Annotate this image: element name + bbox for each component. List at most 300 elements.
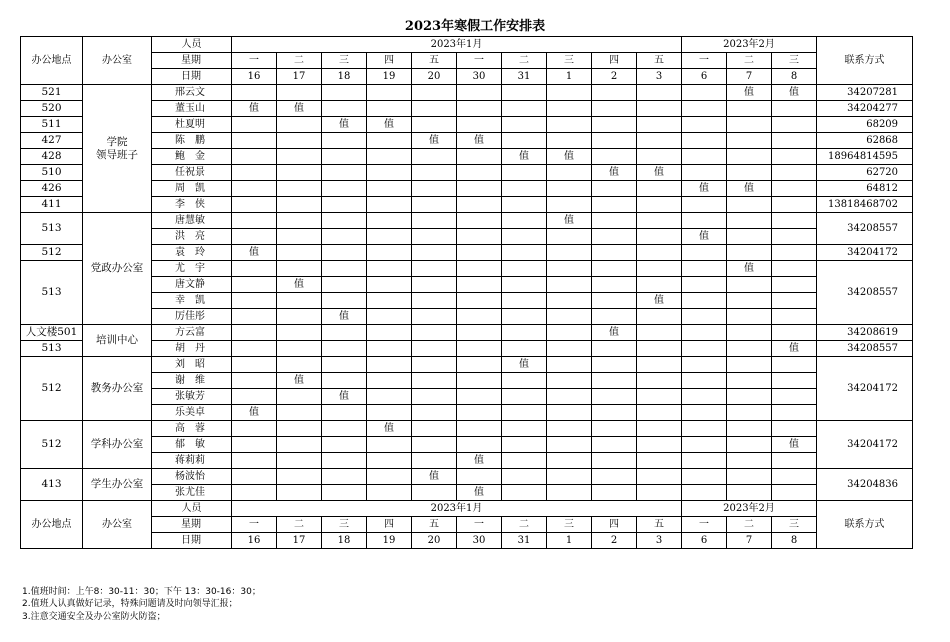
duty-cell: [232, 389, 277, 405]
duty-cell: [322, 453, 367, 469]
duty-mark: 值: [249, 247, 259, 258]
duty-mark: 值: [294, 103, 304, 114]
weekday-cell: 二: [502, 53, 547, 69]
weekday-cell: 三: [322, 53, 367, 69]
note-line: 3.注意交通安全及办公室防火防盗；: [22, 611, 166, 622]
duty-cell: [592, 133, 637, 149]
staff-row: [21, 309, 913, 325]
duty-cell: [592, 453, 637, 469]
staff-row: [21, 85, 913, 101]
duty-cell: [727, 421, 772, 437]
office-cell: [83, 213, 152, 325]
duty-cell: [277, 85, 322, 101]
duty-mark: 值: [339, 119, 349, 130]
duty-cell: [727, 309, 772, 325]
duty-cell: [367, 213, 412, 229]
duty-cell: [592, 469, 637, 485]
duty-cell: [682, 197, 727, 213]
duty-mark: 值: [429, 135, 439, 146]
office-name: 学院: [106, 135, 128, 148]
staff-row: [21, 133, 913, 149]
duty-cell: [277, 277, 322, 293]
duty-cell: [367, 261, 412, 277]
weekday-cell: 三: [772, 517, 817, 533]
duty-cell: [322, 309, 367, 325]
duty-cell: [367, 85, 412, 101]
duty-cell: [682, 437, 727, 453]
duty-cell: [232, 309, 277, 325]
date-cell: 1: [547, 533, 592, 549]
duty-cell: [772, 373, 817, 389]
staff-name: 高 蓉: [152, 421, 232, 437]
duty-cell: [367, 373, 412, 389]
duty-cell: [592, 181, 637, 197]
duty-cell: [412, 485, 457, 501]
date-cell: 6: [682, 533, 727, 549]
duty-cell: [727, 229, 772, 245]
duty-cell: [502, 197, 547, 213]
duty-cell: [367, 485, 412, 501]
duty-cell: [772, 149, 817, 165]
staff-name: 唐文静: [152, 277, 232, 293]
duty-cell: [412, 197, 457, 213]
duty-cell: [592, 421, 637, 437]
duty-cell: [412, 229, 457, 245]
month-jan-header: 2023年1月: [232, 37, 682, 53]
duty-cell: [682, 453, 727, 469]
duty-mark: 值: [474, 135, 484, 146]
duty-cell: [457, 453, 502, 469]
duty-cell: [457, 213, 502, 229]
duty-cell: [592, 277, 637, 293]
duty-cell: [232, 261, 277, 277]
staff-row: [21, 197, 913, 213]
date-cell: 3: [637, 533, 682, 549]
duty-cell: [772, 213, 817, 229]
duty-cell: [547, 469, 592, 485]
duty-cell: [637, 469, 682, 485]
duty-cell: [682, 245, 727, 261]
notes: [22, 586, 261, 623]
date-cell: 18: [322, 533, 367, 549]
duty-cell: [637, 453, 682, 469]
duty-cell: [547, 437, 592, 453]
duty-cell: [232, 229, 277, 245]
duty-cell: [502, 293, 547, 309]
duty-cell: [502, 437, 547, 453]
duty-cell: [682, 165, 727, 181]
duty-cell: [772, 405, 817, 421]
duty-cell: [367, 277, 412, 293]
duty-cell: [502, 309, 547, 325]
duty-cell: [592, 245, 637, 261]
duty-cell: [232, 149, 277, 165]
duty-cell: [547, 165, 592, 181]
duty-cell: [727, 213, 772, 229]
office-name: 教务办公室: [90, 382, 144, 394]
duty-mark: 值: [744, 87, 754, 98]
weekday-cell: 三: [322, 517, 367, 533]
duty-cell: [637, 229, 682, 245]
duty-cell: [322, 277, 367, 293]
duty-mark: 值: [744, 183, 754, 194]
duty-cell: [277, 181, 322, 197]
phone-cell: 68209: [817, 117, 913, 133]
weekday-cell: 一: [682, 517, 727, 533]
staff-name: 任祝景: [152, 165, 232, 181]
date-cell: 16: [232, 533, 277, 549]
staff-name: 方云富: [152, 325, 232, 341]
duty-mark: 值: [339, 311, 349, 322]
duty-cell: [727, 85, 772, 101]
phone-cell: 62868: [817, 133, 913, 149]
duty-mark: 值: [384, 423, 394, 434]
duty-cell: [637, 261, 682, 277]
duty-cell: [592, 293, 637, 309]
duty-cell: [277, 309, 322, 325]
duty-cell: [547, 213, 592, 229]
duty-cell: [367, 437, 412, 453]
date-cell: 20: [412, 533, 457, 549]
date-cell: 16: [232, 69, 277, 85]
staff-name: 鲍 金: [152, 149, 232, 165]
weekday-cell: 三: [547, 53, 592, 69]
duty-cell: [457, 309, 502, 325]
duty-cell: [772, 181, 817, 197]
duty-cell: [232, 117, 277, 133]
duty-cell: [637, 181, 682, 197]
duty-cell: [457, 389, 502, 405]
duty-cell: [547, 421, 592, 437]
duty-cell: [637, 437, 682, 453]
duty-mark: 值: [609, 167, 619, 178]
staff-name: 谢 维: [152, 373, 232, 389]
room-cell: 512: [21, 357, 83, 421]
duty-cell: [592, 197, 637, 213]
duty-mark: 值: [609, 327, 619, 338]
duty-cell: [547, 229, 592, 245]
duty-cell: [412, 469, 457, 485]
staff-row: [21, 117, 913, 133]
duty-cell: [772, 325, 817, 341]
staff-row: [21, 469, 913, 485]
phone-cell: 64812: [817, 181, 913, 197]
duty-cell: [727, 197, 772, 213]
staff-name: 厉佳彤: [152, 309, 232, 325]
room-cell: 511: [21, 117, 83, 133]
staff-name: 李 侠: [152, 197, 232, 213]
duty-cell: [772, 469, 817, 485]
duty-cell: [727, 117, 772, 133]
weekday-cell: 五: [637, 517, 682, 533]
staff-name: 杜夏明: [152, 117, 232, 133]
staff-row: [21, 389, 913, 405]
duty-cell: [592, 437, 637, 453]
location-header: 办公地点: [21, 37, 83, 85]
duty-cell: [322, 405, 367, 421]
staff-row: [21, 325, 913, 341]
staff-row: [21, 101, 913, 117]
duty-cell: [727, 389, 772, 405]
duty-cell: [457, 245, 502, 261]
duty-cell: [457, 117, 502, 133]
office-name: 培训中心: [96, 334, 138, 346]
duty-cell: [412, 165, 457, 181]
duty-mark: 值: [654, 167, 664, 178]
duty-cell: [367, 181, 412, 197]
duty-cell: [547, 453, 592, 469]
duty-cell: [412, 181, 457, 197]
duty-mark: 值: [249, 103, 259, 114]
duty-cell: [277, 117, 322, 133]
duty-cell: [232, 277, 277, 293]
duty-cell: [772, 229, 817, 245]
duty-cell: [727, 245, 772, 261]
duty-cell: [592, 165, 637, 181]
duty-mark: 值: [474, 455, 484, 466]
duty-mark: 值: [474, 487, 484, 498]
staff-row: [21, 229, 913, 245]
duty-cell: [277, 357, 322, 373]
duty-cell: [277, 421, 322, 437]
duty-cell: [772, 165, 817, 181]
duty-mark: 值: [789, 343, 800, 354]
duty-cell: [547, 245, 592, 261]
page-title: 2023年寒假工作安排表: [404, 19, 546, 34]
duty-cell: [727, 485, 772, 501]
header-bottom-row-1: [21, 501, 913, 517]
staff-row: [21, 149, 913, 165]
duty-cell: [457, 469, 502, 485]
staff-row: [21, 245, 913, 261]
duty-cell: [277, 469, 322, 485]
duty-cell: [502, 181, 547, 197]
duty-cell: [637, 149, 682, 165]
duty-cell: [457, 325, 502, 341]
duty-cell: [727, 469, 772, 485]
duty-cell: [637, 245, 682, 261]
duty-cell: [412, 373, 457, 389]
duty-cell: [592, 261, 637, 277]
weekday-cell: 四: [592, 53, 637, 69]
duty-cell: [772, 485, 817, 501]
duty-cell: [547, 373, 592, 389]
duty-cell: [592, 149, 637, 165]
duty-cell: [772, 309, 817, 325]
duty-mark: 值: [564, 151, 574, 162]
duty-cell: [637, 421, 682, 437]
duty-cell: [727, 133, 772, 149]
duty-cell: [412, 101, 457, 117]
staff-row: [21, 277, 913, 293]
date-cell: 6: [682, 69, 727, 85]
duty-cell: [592, 213, 637, 229]
duty-cell: [772, 245, 817, 261]
duty-cell: [772, 117, 817, 133]
duty-cell: [637, 373, 682, 389]
date-cell: 18: [322, 69, 367, 85]
duty-cell: [232, 197, 277, 213]
duty-cell: [232, 453, 277, 469]
duty-cell: [547, 389, 592, 405]
staff-name: 袁 玲: [152, 245, 232, 261]
date-cell: 3: [637, 69, 682, 85]
duty-cell: [367, 325, 412, 341]
weekday-cell: 四: [367, 53, 412, 69]
duty-mark: 值: [249, 407, 259, 418]
duty-cell: [457, 133, 502, 149]
room-cell: 427: [21, 133, 83, 149]
duty-cell: [367, 341, 412, 357]
staff-name: 乐美卓: [152, 405, 232, 421]
duty-cell: [682, 229, 727, 245]
duty-cell: [547, 293, 592, 309]
weekday-cell: 二: [727, 517, 772, 533]
duty-cell: [682, 389, 727, 405]
duty-cell: [232, 181, 277, 197]
office-cell: [83, 325, 152, 357]
duty-cell: [637, 213, 682, 229]
duty-cell: [682, 469, 727, 485]
duty-cell: [682, 373, 727, 389]
phone-cell: 13818468702: [817, 197, 913, 213]
duty-cell: [367, 421, 412, 437]
room-cell: 513: [21, 261, 83, 325]
duty-cell: [502, 117, 547, 133]
duty-cell: [772, 261, 817, 277]
duty-cell: [322, 117, 367, 133]
duty-cell: [547, 309, 592, 325]
duty-cell: [457, 485, 502, 501]
duty-cell: [772, 389, 817, 405]
duty-cell: [412, 277, 457, 293]
duty-cell: [322, 373, 367, 389]
duty-cell: [592, 357, 637, 373]
duty-cell: [772, 133, 817, 149]
duty-cell: [277, 165, 322, 181]
duty-cell: [232, 213, 277, 229]
duty-cell: [277, 261, 322, 277]
duty-cell: [232, 85, 277, 101]
office-cell: [83, 421, 152, 469]
duty-cell: [682, 357, 727, 373]
duty-cell: [322, 133, 367, 149]
duty-cell: [502, 389, 547, 405]
office-name: 学科办公室: [90, 438, 144, 450]
duty-cell: [682, 277, 727, 293]
date-cell: 7: [727, 533, 772, 549]
duty-mark: 值: [654, 295, 664, 306]
staff-name: 邢云文: [152, 85, 232, 101]
room-cell: 510: [21, 165, 83, 181]
duty-cell: [277, 149, 322, 165]
duty-cell: [232, 165, 277, 181]
duty-mark: 值: [699, 231, 709, 242]
duty-cell: [772, 293, 817, 309]
office-cell: [83, 85, 152, 213]
staff-row: [21, 293, 913, 309]
duty-cell: [277, 485, 322, 501]
date-cell: 8: [772, 69, 817, 85]
duty-cell: [682, 133, 727, 149]
date-cell: 17: [277, 533, 322, 549]
duty-cell: [277, 213, 322, 229]
duty-cell: [367, 229, 412, 245]
duty-cell: [547, 341, 592, 357]
duty-cell: [682, 261, 727, 277]
duty-cell: [457, 405, 502, 421]
date-cell: 8: [772, 533, 817, 549]
duty-cell: [682, 181, 727, 197]
duty-cell: [412, 341, 457, 357]
office-header: 办公室: [83, 501, 152, 549]
phone-cell: 18964814595: [817, 149, 913, 165]
note-line: 1.值班时间：上午8：30-11：30；下午 13：30-16：30；: [22, 587, 261, 597]
duty-mark: 值: [789, 87, 800, 98]
duty-cell: [547, 101, 592, 117]
duty-cell: [592, 309, 637, 325]
duty-cell: [547, 133, 592, 149]
note-line: 2.值班人认真做好记录，特殊问题请及时向领导汇报；: [22, 599, 238, 610]
duty-cell: [637, 389, 682, 405]
phone-cell: 34208557: [817, 213, 913, 245]
date-cell: 19: [367, 69, 412, 85]
duty-cell: [322, 485, 367, 501]
duty-cell: [637, 325, 682, 341]
office-header: 办公室: [83, 37, 152, 85]
weekday-cell: 二: [727, 53, 772, 69]
office-name: 学生办公室: [90, 478, 144, 490]
duty-cell: [322, 181, 367, 197]
duty-mark: 值: [564, 215, 574, 226]
duty-cell: [502, 277, 547, 293]
duty-cell: [547, 85, 592, 101]
duty-cell: [682, 293, 727, 309]
duty-cell: [727, 325, 772, 341]
duty-cell: [502, 325, 547, 341]
staff-name: 刘 昭: [152, 357, 232, 373]
duty-mark: 值: [294, 375, 304, 386]
duty-cell: [277, 325, 322, 341]
phone-cell: 34207281: [817, 85, 913, 101]
room-cell: 人文楼501: [21, 325, 83, 341]
duty-cell: [502, 245, 547, 261]
duty-mark: 值: [339, 391, 349, 402]
duty-mark: 值: [519, 359, 529, 370]
duty-cell: [277, 453, 322, 469]
duty-cell: [727, 181, 772, 197]
duty-cell: [412, 261, 457, 277]
duty-schedule-table: [20, 36, 913, 549]
duty-cell: [277, 245, 322, 261]
staff-row: [21, 165, 913, 181]
duty-cell: [367, 101, 412, 117]
duty-cell: [502, 453, 547, 469]
duty-cell: [232, 341, 277, 357]
header-bottom-row-2: [21, 517, 913, 533]
person-label: 人员: [152, 37, 232, 53]
staff-row: [21, 485, 913, 501]
weekday-cell: 二: [277, 517, 322, 533]
duty-cell: [457, 261, 502, 277]
duty-cell: [322, 101, 367, 117]
duty-cell: [322, 261, 367, 277]
duty-cell: [502, 405, 547, 421]
duty-cell: [682, 325, 727, 341]
staff-name: 蒋莉莉: [152, 453, 232, 469]
duty-cell: [727, 277, 772, 293]
duty-cell: [727, 453, 772, 469]
